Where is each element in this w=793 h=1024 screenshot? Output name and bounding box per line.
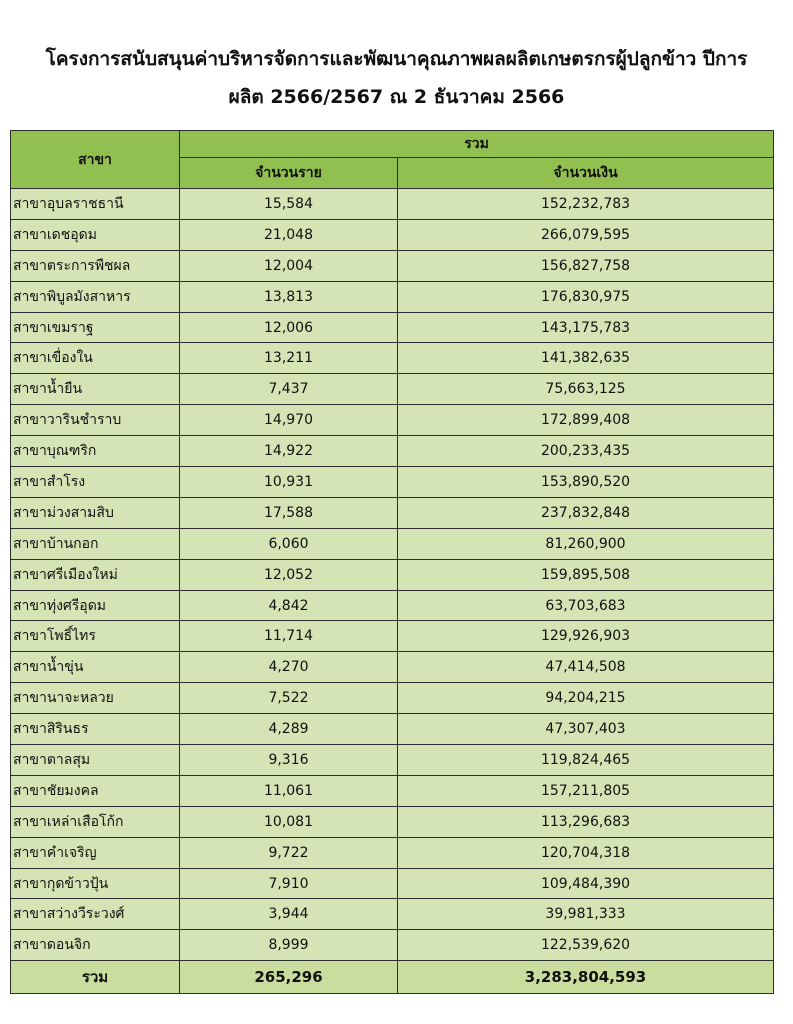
- count-cell: 13,813: [180, 281, 398, 312]
- branch-name-cell: สาขาตาลสุม: [11, 745, 180, 776]
- amount-cell: 75,663,125: [398, 374, 774, 405]
- table-row: [11, 405, 774, 436]
- amount-cell: 159,895,508: [398, 559, 774, 590]
- count-cell: 11,061: [180, 775, 398, 806]
- table-row: [11, 189, 774, 220]
- table-row: [11, 528, 774, 559]
- table-row: [11, 930, 774, 961]
- branch-name-cell: สาขาวารินชำราบ: [11, 405, 180, 436]
- amount-cell: 63,703,683: [398, 590, 774, 621]
- table-row: [11, 497, 774, 528]
- amount-cell: 94,204,215: [398, 683, 774, 714]
- table-row: [11, 775, 774, 806]
- table-row: [11, 219, 774, 250]
- table-row: [11, 374, 774, 405]
- count-cell: 7,910: [180, 868, 398, 899]
- table-row: [11, 806, 774, 837]
- total-row: [11, 961, 774, 994]
- count-cell: 12,052: [180, 559, 398, 590]
- amount-cell: 119,824,465: [398, 745, 774, 776]
- count-cell: 12,006: [180, 312, 398, 343]
- branch-name-cell: สาขาเดชอุดม: [11, 219, 180, 250]
- count-cell: 7,437: [180, 374, 398, 405]
- amount-cell: 39,981,333: [398, 899, 774, 930]
- header-amount: จำนวนเงิน: [398, 158, 774, 189]
- branch-name-cell: สาขาสำโรง: [11, 467, 180, 498]
- amount-cell: 237,832,848: [398, 497, 774, 528]
- document-title: [0, 40, 793, 116]
- count-cell: 7,522: [180, 683, 398, 714]
- header-total-group: รวม: [180, 131, 774, 158]
- branch-name-cell: สาขาบ้านกอก: [11, 528, 180, 559]
- branch-name-cell: สาขาชัยมงคล: [11, 775, 180, 806]
- count-cell: 9,316: [180, 745, 398, 776]
- branch-name-cell: สาขาคำเจริญ: [11, 837, 180, 868]
- count-cell: 17,588: [180, 497, 398, 528]
- count-cell: 10,081: [180, 806, 398, 837]
- branch-name-cell: สาขาตระการพืชผล: [11, 250, 180, 281]
- branch-name-cell: สาขาน้ำยืน: [11, 374, 180, 405]
- amount-cell: 200,233,435: [398, 436, 774, 467]
- amount-cell: 153,890,520: [398, 467, 774, 498]
- table-row: [11, 467, 774, 498]
- table-row: [11, 436, 774, 467]
- count-cell: 13,211: [180, 343, 398, 374]
- table-row: [11, 868, 774, 899]
- branch-name-cell: สาขาเขื่องใน: [11, 343, 180, 374]
- count-cell: 4,289: [180, 714, 398, 745]
- branch-name-cell: สาขานาจะหลวย: [11, 683, 180, 714]
- count-cell: 4,270: [180, 652, 398, 683]
- table-row: [11, 714, 774, 745]
- count-cell: 21,048: [180, 219, 398, 250]
- count-cell: 10,931: [180, 467, 398, 498]
- amount-cell: 113,296,683: [398, 806, 774, 837]
- title-line-1: โครงการสนับสนุนค่าบริหารจัดการและพัฒนาคุณภาพผลผลิตเกษตรกรผู้ปลูกข้าว ปีการ: [45, 48, 748, 70]
- amount-cell: 120,704,318: [398, 837, 774, 868]
- count-cell: 4,842: [180, 590, 398, 621]
- table-row: [11, 250, 774, 281]
- branch-name-cell: สาขาดอนจิก: [11, 930, 180, 961]
- amount-cell: 157,211,805: [398, 775, 774, 806]
- branch-name-cell: สาขาม่วงสามสิบ: [11, 497, 180, 528]
- table-row: [11, 559, 774, 590]
- header-count: จำนวนราย: [180, 158, 398, 189]
- branch-name-cell: สาขาโพธิ์ไทร: [11, 621, 180, 652]
- amount-cell: 143,175,783: [398, 312, 774, 343]
- count-cell: 14,970: [180, 405, 398, 436]
- table-row: [11, 343, 774, 374]
- amount-cell: 176,830,975: [398, 281, 774, 312]
- table-row: [11, 652, 774, 683]
- count-cell: 14,922: [180, 436, 398, 467]
- count-cell: 3,944: [180, 899, 398, 930]
- branch-summary-table: [10, 130, 774, 994]
- amount-cell: 141,382,635: [398, 343, 774, 374]
- table-row: [11, 590, 774, 621]
- branch-name-cell: สาขากุดข้าวปุ้น: [11, 868, 180, 899]
- branch-name-cell: สาขาพิบูลมังสาหาร: [11, 281, 180, 312]
- amount-cell: 266,079,595: [398, 219, 774, 250]
- branch-name-cell: สาขาศรีเมืองใหม่: [11, 559, 180, 590]
- amount-cell: 122,539,620: [398, 930, 774, 961]
- amount-cell: 47,414,508: [398, 652, 774, 683]
- branch-name-cell: สาขาสว่างวีระวงศ์: [11, 899, 180, 930]
- count-cell: 6,060: [180, 528, 398, 559]
- branch-name-cell: สาขาน้ำขุ่น: [11, 652, 180, 683]
- table-row: [11, 837, 774, 868]
- branch-name-cell: สาขาสิรินธร: [11, 714, 180, 745]
- total-label: รวม: [11, 961, 180, 994]
- count-cell: 8,999: [180, 930, 398, 961]
- amount-cell: 81,260,900: [398, 528, 774, 559]
- count-cell: 11,714: [180, 621, 398, 652]
- branch-name-cell: สาขาทุ่งศรีอุดม: [11, 590, 180, 621]
- total-count: 265,296: [180, 961, 398, 994]
- title-line-2: ผลิต 2566/2567 ณ 2 ธันวาคม 2566: [228, 86, 565, 108]
- table-row: [11, 281, 774, 312]
- branch-name-cell: สาขาเขมราฐ: [11, 312, 180, 343]
- count-cell: 12,004: [180, 250, 398, 281]
- amount-cell: 156,827,758: [398, 250, 774, 281]
- table-row: [11, 621, 774, 652]
- branch-name-cell: สาขาบุณฑริก: [11, 436, 180, 467]
- amount-cell: 129,926,903: [398, 621, 774, 652]
- header-branch: สาขา: [11, 131, 180, 189]
- table-row: [11, 899, 774, 930]
- table-row: [11, 312, 774, 343]
- total-amount: 3,283,804,593: [398, 961, 774, 994]
- table-row: [11, 683, 774, 714]
- amount-cell: 152,232,783: [398, 189, 774, 220]
- branch-name-cell: สาขาอุบลราชธานี: [11, 189, 180, 220]
- count-cell: 9,722: [180, 837, 398, 868]
- table-row: [11, 745, 774, 776]
- amount-cell: 109,484,390: [398, 868, 774, 899]
- amount-cell: 172,899,408: [398, 405, 774, 436]
- amount-cell: 47,307,403: [398, 714, 774, 745]
- branch-name-cell: สาขาเหล่าเสือโก้ก: [11, 806, 180, 837]
- count-cell: 15,584: [180, 189, 398, 220]
